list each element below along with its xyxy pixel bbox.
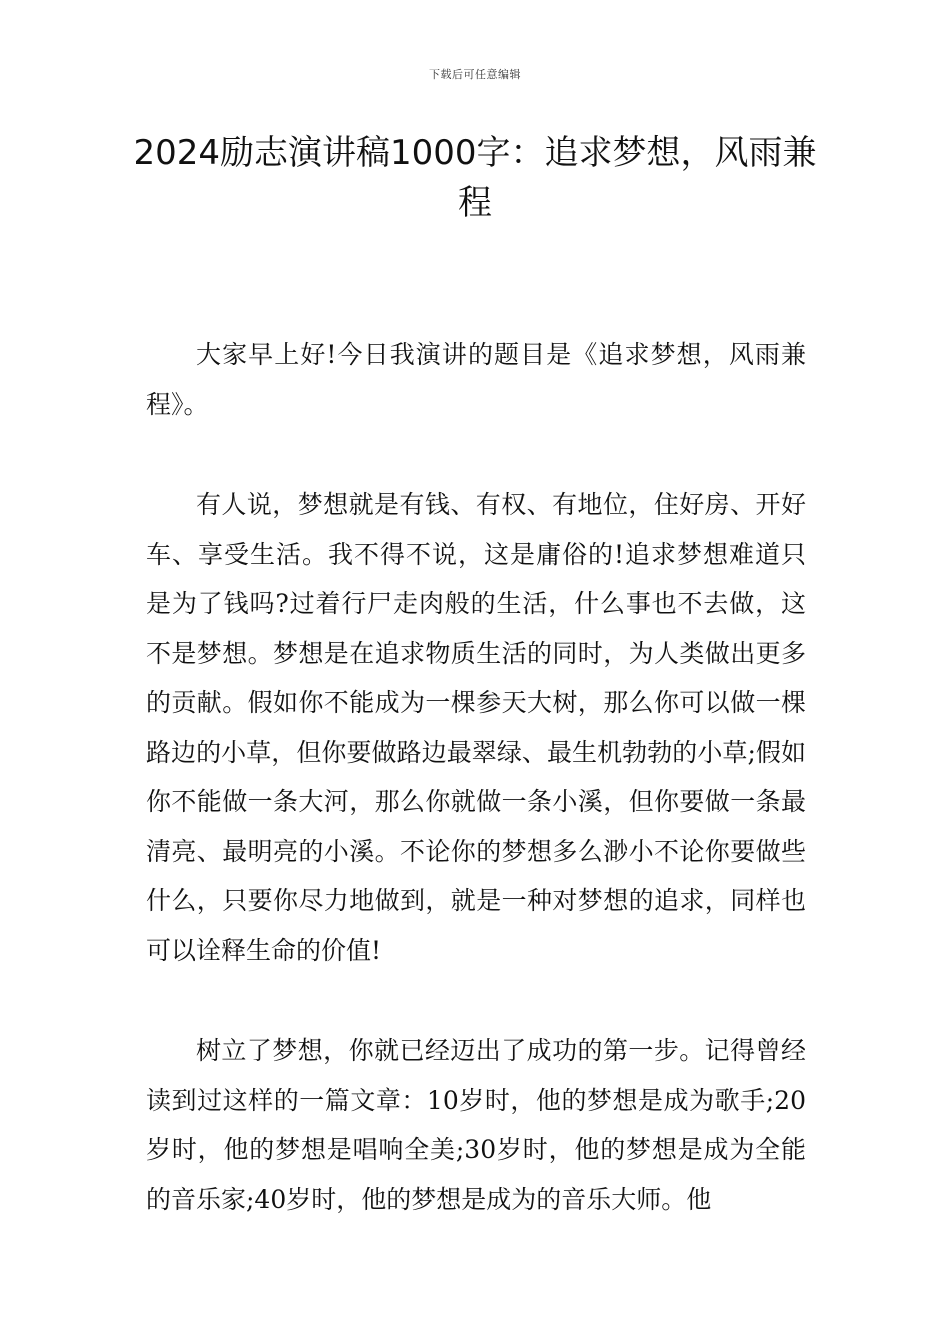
paragraph-greeting: 大家早上好!今日我演讲的题目是《追求梦想，风雨兼程》。 xyxy=(146,340,806,419)
header-note: 下载后可任意编辑 xyxy=(429,68,521,81)
paragraph-dream-meaning: 有人说，梦想就是有钱、有权、有地位，住好房、开好车、享受生活。我不得不说，这是庸俗的!追求梦想难道只是为了钱吗?过着行尸走肉般的生活，什么事也不去做，这不是梦想。梦想是在追求物质生活的同时，为人类做出更多的贡献。假如你不能成为一棵参天大树，那么你可以做一棵路边的小草，但你要做路边最翠绿、最生机勃勃的小草;假如你不能做一条大河，那么你就做一条小溪，但你要做一条最清亮、最明亮的小溪。不论你的梦想多么渺小不论你要做些什么，只要你尽力地做到，就是一种对梦想的追求，同样也可以诠释生命的价值! xyxy=(146,490,806,965)
paragraph-first-step: 树立了梦想，你就已经迈出了成功的第一步。记得曾经读到过这样的一篇文章：10岁时，他的梦想是成为歌手;20岁时，他的梦想是唱响全美;30岁时，他的梦想是成为全能的音乐家;40岁时，他的梦想是成为的音乐大师。他 xyxy=(146,1036,806,1214)
document-title: 2024励志演讲稿1000字：追求梦想，风雨兼程 xyxy=(133,133,817,223)
document-body xyxy=(146,330,806,1224)
